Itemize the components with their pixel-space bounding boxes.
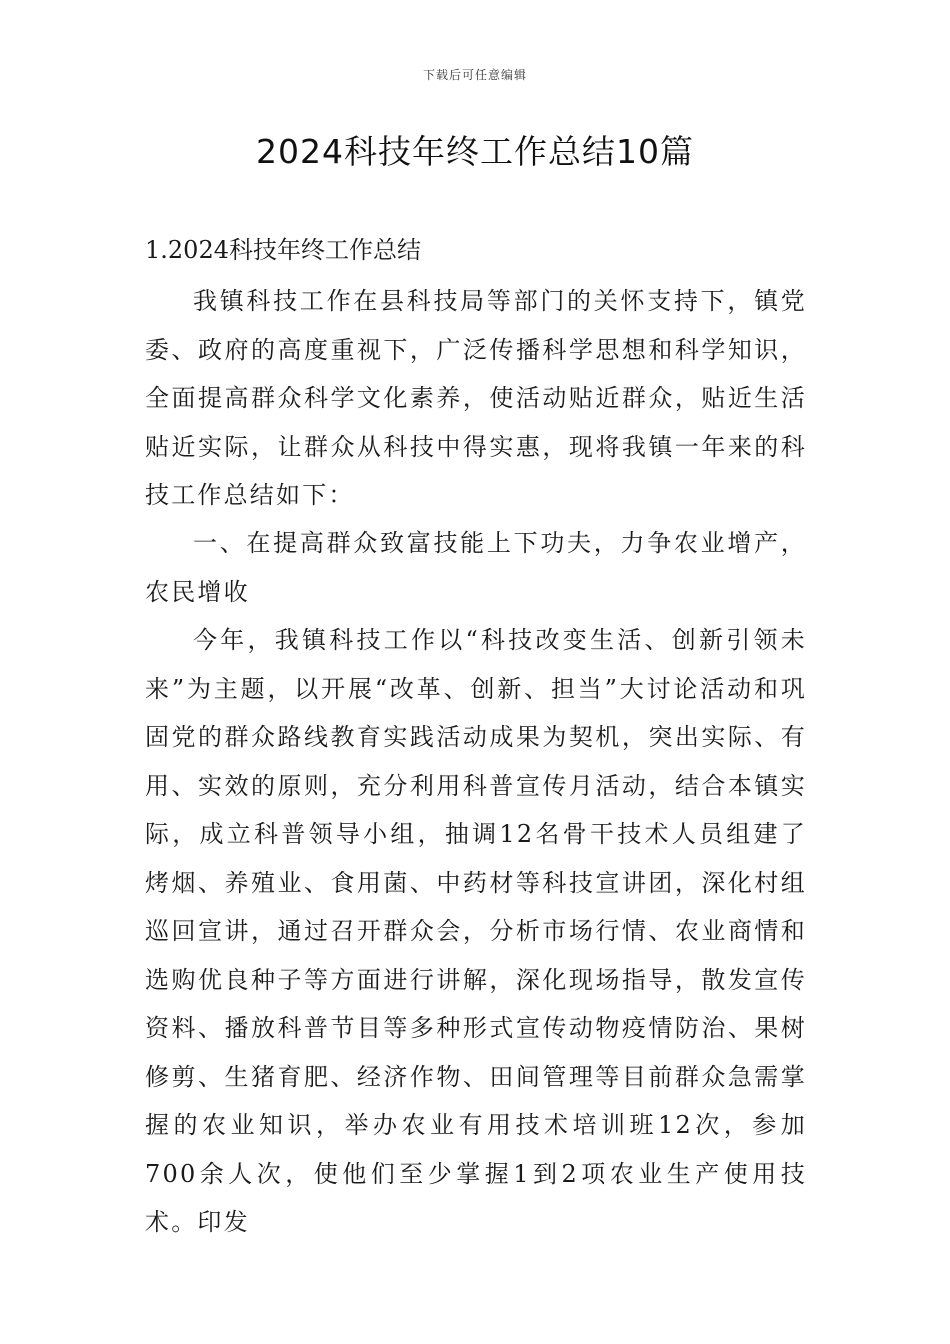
- document-title: 2024科技年终工作总结10篇: [256, 132, 694, 171]
- paragraph-body: 今年，我镇科技工作以“科技改变生活、创新引领未来”为主题，以开展“改革、创新、担当”大讨论活动和巩固党的群众路线教育实践活动成果为契机，突出实际、有用、实效的原则，充分利用科普宣传月活动，结合本镇实际，成立科普领导小组，抽调12名骨干技术人员组建了烤烟、养殖业、食用菌、中药材等科技宣讲团，深化村组巡回宣讲，通过召开群众会，分析市场行情、农业商情和选购优良种子等方面进行讲解，深化现场指导，散发宣传资料、播放科普节目等多种形式宣传动物疫情防治、果树修剪、生猪育肥、经济作物、田间管理等目前群众急需掌握的农业知识，举办农业有用技术培训班12次，参加700余人次，使他们至少掌握1到2项农业生产使用技术。印发: [145, 626, 807, 1236]
- paragraph-intro: 我镇科技工作在县科技局等部门的关怀支持下，镇党委、政府的高度重视下，广泛传播科学思想和科学知识，全面提高群众科学文化素养，使活动贴近群众，贴近生活贴近实际，让群众从科技中得实惠，现将我镇一年来的科技工作总结如下：: [145, 287, 807, 509]
- header-note: 下载后可任意编辑: [422, 68, 527, 82]
- paragraph-subheading: 一、在提高群众致富技能上下功夫，力争农业增产，农民增收: [145, 529, 807, 606]
- section-heading: 1.2024科技年终工作总结: [145, 236, 421, 264]
